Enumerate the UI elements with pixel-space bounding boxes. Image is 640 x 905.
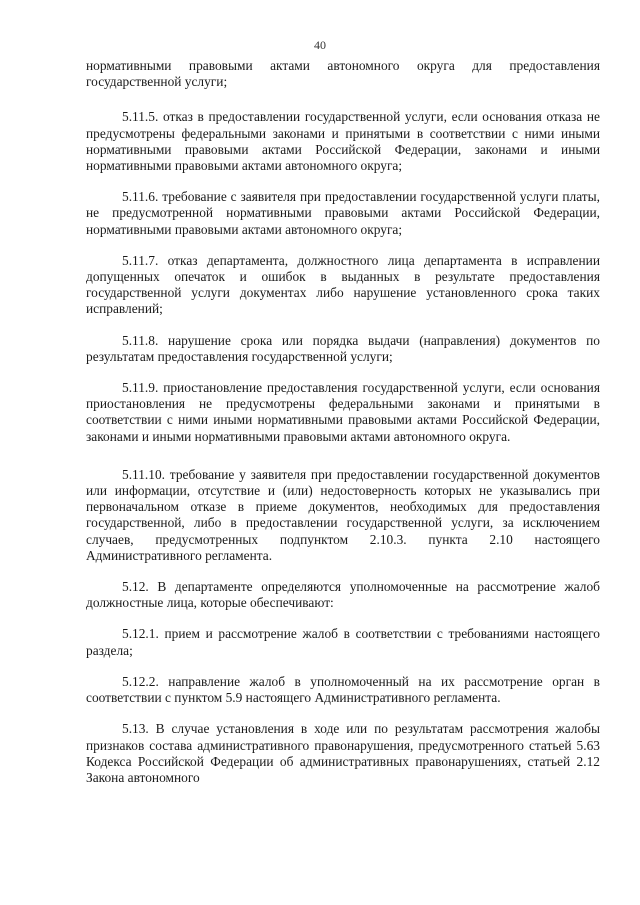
document-body — [86, 58, 600, 786]
paragraph-continuation: нормативными правовыми актами автономного округа для предоставления государственной услуги; — [86, 58, 600, 90]
paragraph-5-11-9: 5.11.9. приостановление предоставления государственной услуги, если основания приостановления не предусмотрены федеральными законами и принятыми в соответствии с ними иными нормативными правовыми актами Российской Федерации, законами и иными нормативными правовыми актами автономного округа. — [86, 380, 600, 444]
paragraph-5-12: 5.12. В департаменте определяются уполномоченные на рассмотрение жалоб должностные лица, которые обеспечивают: — [86, 579, 600, 611]
paragraph-5-12-2: 5.12.2. направление жалоб в уполномоченный на их рассмотрение орган в соответствии с пунктом 5.9 настоящего Административного регламента. — [86, 673, 600, 706]
paragraph-5-11-6: 5.11.6. требование с заявителя при предоставлении государственной услуги платы, не предусмотренной нормативными правовыми актами Российской Федерации, нормативными правовыми актами автономного округа; — [86, 189, 600, 237]
paragraph-5-12-1: 5.12.1. прием и рассмотрение жалоб в соответствии с требованиями настоящего раздела; — [86, 626, 600, 658]
paragraph-5-11-10: 5.11.10. требование у заявителя при предоставлении государственной документов или информации, отсутствие и (или) недостоверность которых не указывались при первоначальном отказе в приеме документов, необходимых для предоставления государственной, либо в предоставлении государственной услуги, за исключением случаев, предусмотренных подпунктом 2.10.3. пункта 2.10 настоящего Административного регламента. — [86, 466, 600, 563]
paragraph-5-11-5: 5.11.5. отказ в предоставлении государственной услуги, если основания отказа не предусмотрены федеральными законами и принятыми в соответствии с ними иными нормативными правовыми актами Российской Федерации, законами и иными нормативными правовыми актами автономного округа; — [86, 109, 600, 174]
paragraph-5-11-7: 5.11.7. отказ департамента, должностного лица департамента в исправлении допущенных опечаток и ошибок в выданных в результате предоставления государственной услуги документах либо нарушение установленного срока таких исправлений; — [86, 252, 600, 317]
paragraph-5-11-8: 5.11.8. нарушение срока или порядка выдачи (направления) документов по результатам предоставления государственной услуги; — [86, 332, 600, 364]
page-number: 40 — [314, 38, 326, 52]
paragraph-5-13: 5.13. В случае установления в ходе или по результатам рассмотрения жалобы признаков состава административного правонарушения, предусмотренного статьей 5.63 Кодекса Российской Федерации об административных правонарушениях, статьей 2.12 Закона автономного — [86, 721, 600, 785]
